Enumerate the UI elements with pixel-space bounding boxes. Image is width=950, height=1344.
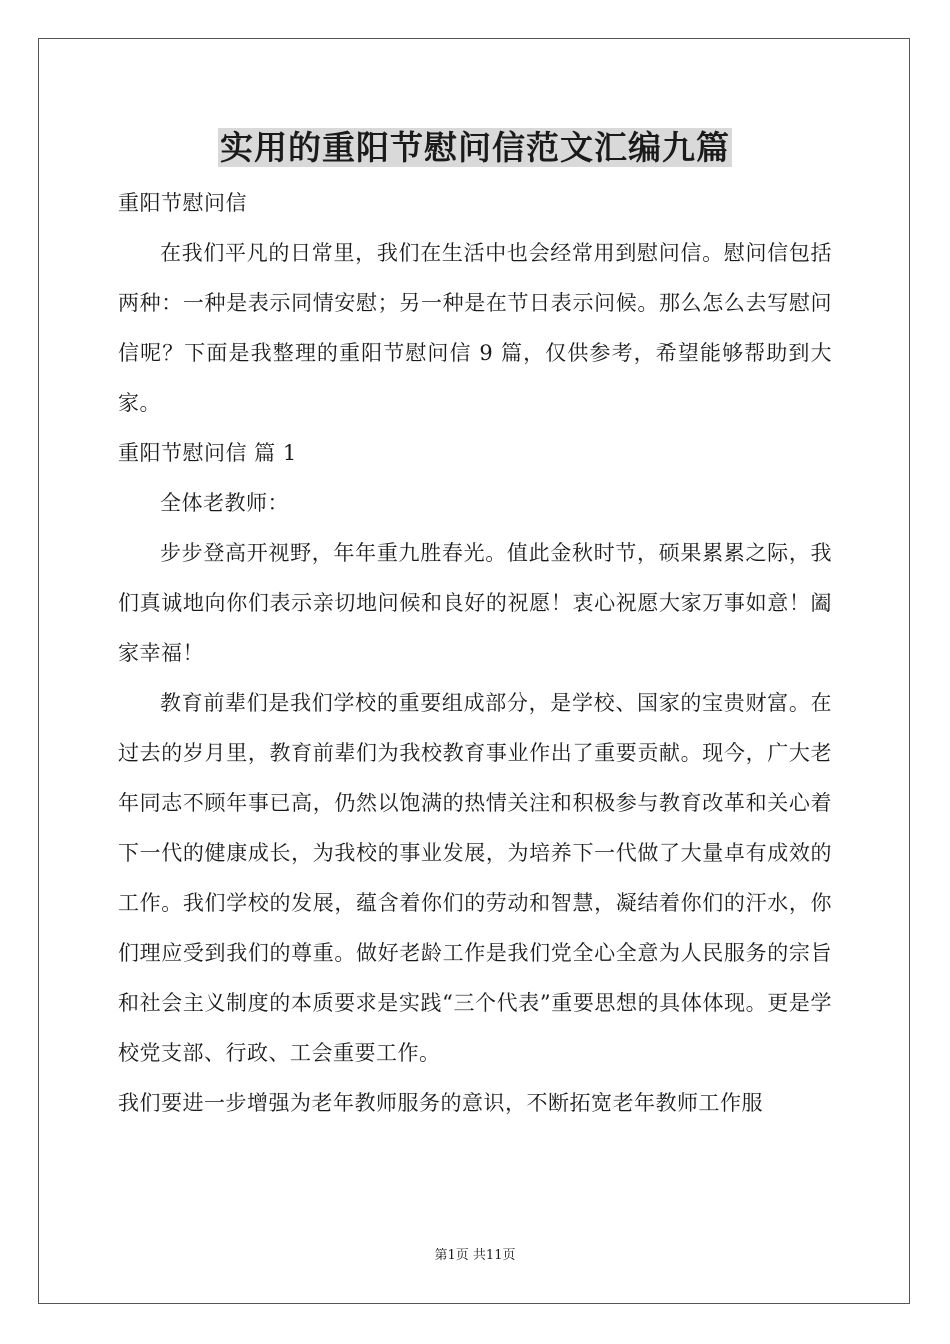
document-title — [0, 126, 950, 170]
document-body — [118, 178, 832, 1128]
salutation: 全体老教师： — [160, 491, 289, 515]
body-paragraph: 我们要进一步增强为老年教师服务的意识，不断拓宽老年教师工作服 — [118, 1091, 763, 1115]
page-footer: 第1页 共11页 — [434, 1248, 516, 1263]
intro-paragraph: 在我们平凡的日常里，我们在生活中也会经常用到慰问信。慰问信包括两种：一种是表示同情安慰；另一种是在节日表示问候。那么怎么去写慰问信呢？下面是我整理的重阳节慰问信 9 篇，仅供参考，希望能够帮助到大家。 — [118, 241, 832, 415]
section-heading: 重阳节慰问信 — [118, 191, 247, 215]
body-paragraph: 教育前辈们是我们学校的重要组成部分，是学校、国家的宝贵财富。在过去的岁月里，教育前辈们为我校教育事业作出了重要贡献。现今，广大老年同志不顾年事已高，仍然以饱满的热情关注和积极参与教育改革和关心着下一代的健康成长，为我校的事业发展，为培养下一代做了大量卓有成效的工作。我们学校的发展，蕴含着你们的劳动和智慧，凝结着你们的汗水，你们理应受到我们的尊重。做好老龄工作是我们党全心全意为人民服务的宗旨和社会主义制度的本质要求是实践“三个代表”重要思想的具体体现。更是学校党支部、行政、工会重要工作。 — [118, 691, 832, 1065]
body-paragraph: 步步登高开视野，年年重九胜春光。值此金秋时节，硕果累累之际，我们真诚地向你们表示亲切地问候和良好的祝愿！衷心祝愿大家万事如意！阖家幸福！ — [118, 541, 832, 665]
section-heading-part-1: 重阳节慰问信 篇 1 — [118, 441, 297, 465]
document-title-text: 实用的重阳节慰问信范文汇编九篇 — [220, 128, 730, 167]
